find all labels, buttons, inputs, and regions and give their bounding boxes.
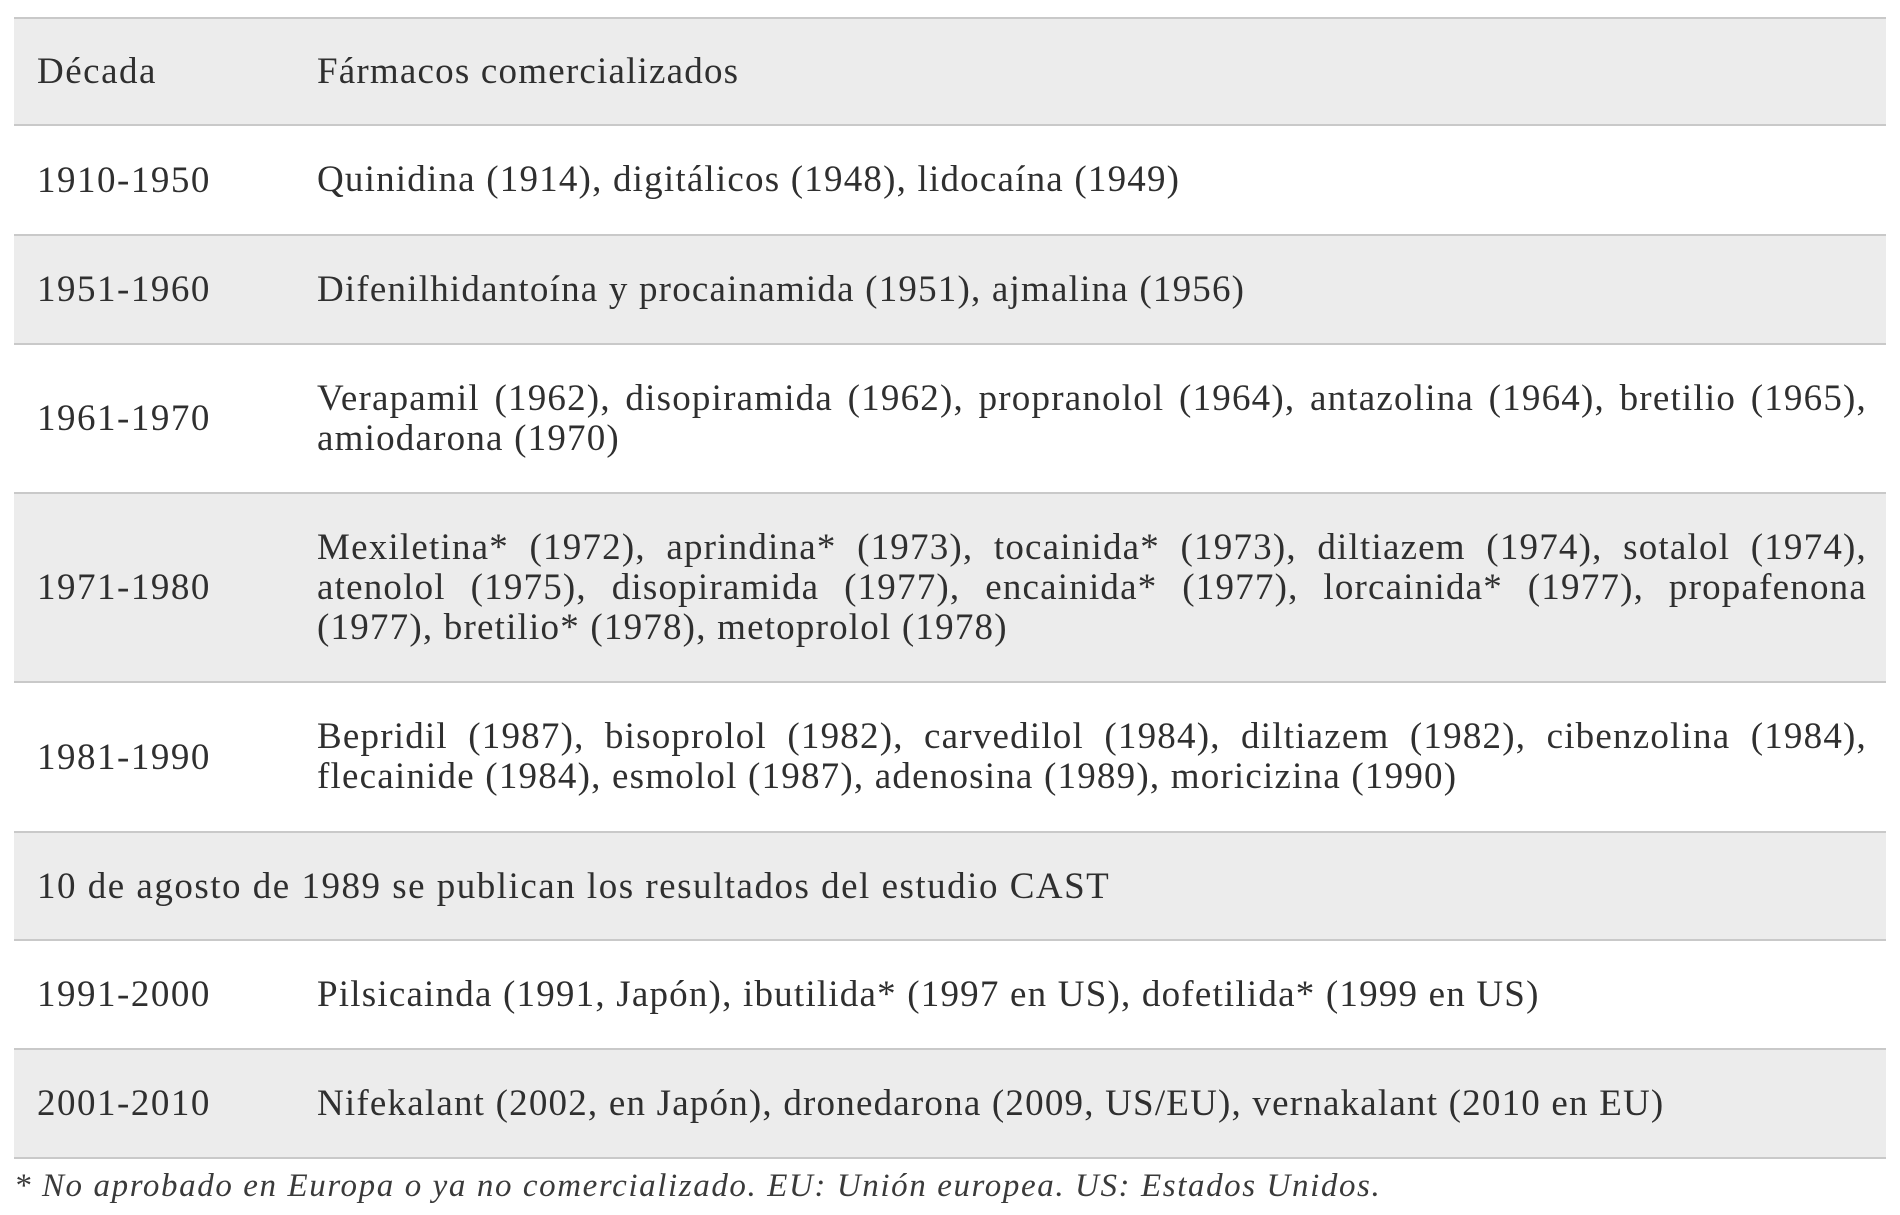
row-decade: 2001-2010 [37,1083,211,1124]
row-decade: 1991-2000 [37,974,211,1015]
row-drugs: Pilsicainda (1991, Japón), ibutilida* (1997 en US), dofetilida* (1999 en US) [317,973,1540,1015]
table-row [14,683,1886,833]
row-decade: 1981-1990 [37,736,211,778]
table-footnote: * No aprobado en Europa o ya no comercializado. EU: Unión europea. US: Estados Unidos. [14,1168,1382,1204]
row-drugs: Quinidina (1914), digitálicos (1948), lidocaína (1949) [317,159,1181,200]
row-decade: 1971-1980 [37,567,211,608]
row-drugs: Difenilhidantoína y procainamida (1951), ajmalina (1956) [317,268,1246,310]
table-row [14,1050,1886,1159]
row-drugs: Mexiletina* (1972), aprindina* (1973), tocainida* (1973), diltiazem (1974), sotalol (1974), atenolol (1975), disopiramida (1977), encainida* (1977), lorcainida* (1977), propafenona (1977), bretilio* (1978), metoprolol (1978) [317,526,1867,648]
row-decade: 1961-1970 [37,398,211,439]
table-row [14,236,1886,345]
row-decade: 1951-1960 [37,269,211,310]
row-drugs: Bepridil (1987), bisoprolol (1982), carvedilol (1984), diltiazem (1982), cibenzolina (1984), flecainide (1984), esmolol (1987), adenosina (1989), moricizina (1990) [317,716,1867,797]
table-row [14,345,1886,494]
cast-study-note: 10 de agosto de 1989 se publican los resultados del estudio CAST [37,865,1111,907]
table-row [14,494,1886,683]
table-header-row [14,19,1886,126]
row-decade: 1910-1950 [37,159,211,201]
cast-study-note-row [14,833,1886,941]
table-row [14,126,1886,236]
table-row [14,941,1886,1050]
row-drugs: Verapamil (1962), disopiramida (1962), propranolol (1964), antazolina (1964), bretilio (1965), amiodarona (1970) [317,377,1867,459]
header-drugs: Fármacos comercializados [317,50,740,92]
row-drugs: Nifekalant (2002, en Japón), dronedarona (2009, US/EU), vernakalant (2010 en EU) [317,1082,1665,1124]
drug-history-table [14,17,1886,1159]
header-decade: Década [37,51,157,92]
